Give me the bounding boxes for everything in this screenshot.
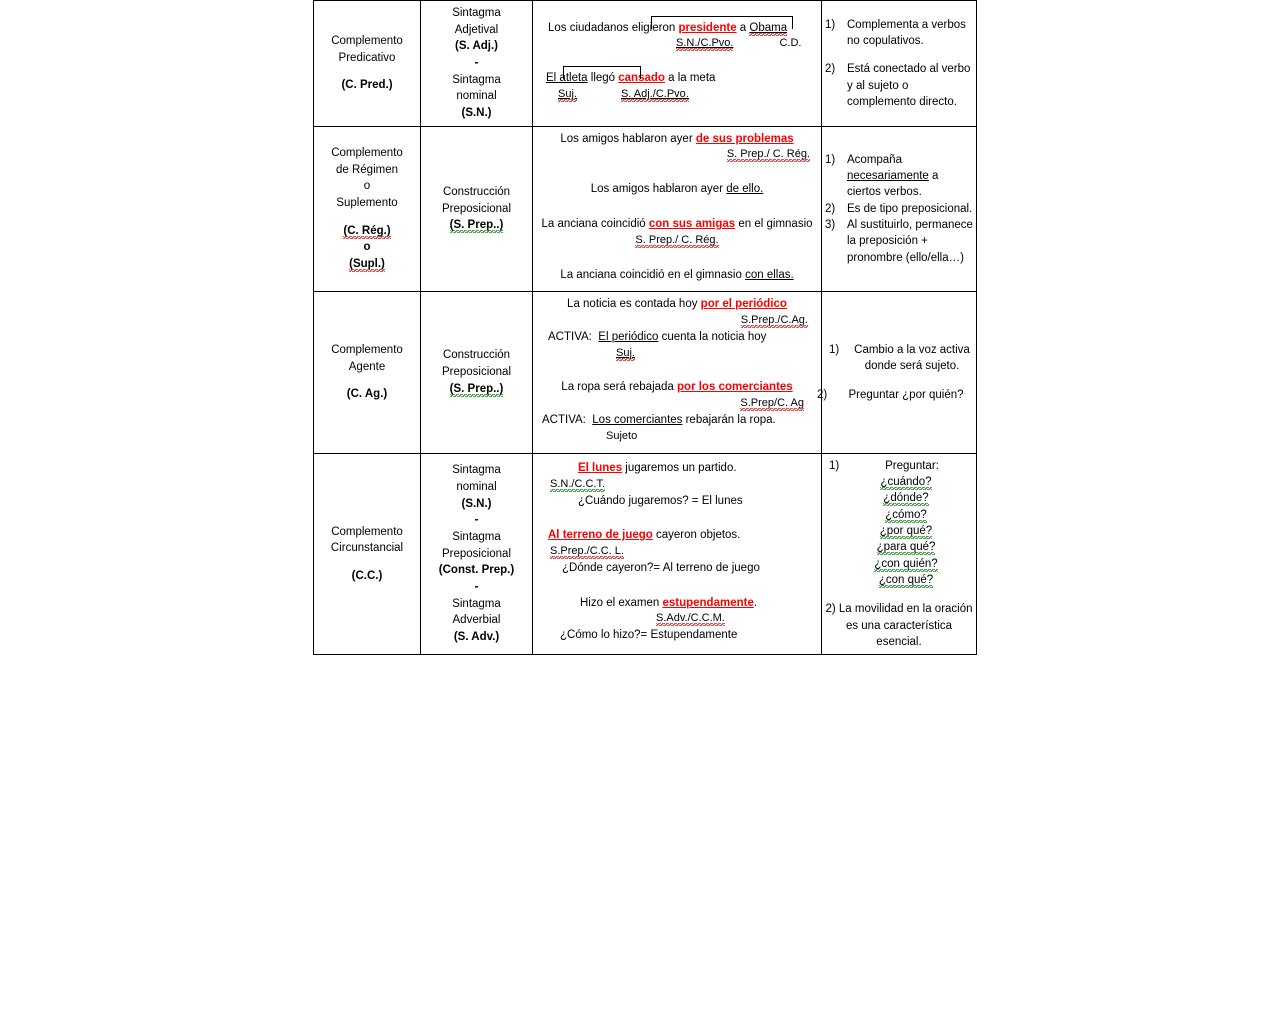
term-name-line1: Complemento [331, 343, 403, 356]
spacer [536, 513, 818, 527]
example-question: ¿Cómo lo hizo?= Estupendamente [560, 629, 738, 642]
note-item: Al sustituirlo, permanece la preposición + pronombre (ello/ella…) [847, 219, 973, 264]
term-name-line1: Complemento [331, 34, 403, 47]
example-labels [536, 147, 818, 163]
example-2 [536, 379, 818, 444]
spacer [536, 581, 818, 595]
example-sentence: Los amigos hablaron ayer de ello. [590, 183, 764, 196]
example-question: ¿Cuándo jugaremos? = El lunes [578, 494, 743, 507]
category-cell-predicativo [421, 1, 533, 127]
example-sentence: El atleta llegó cansado a la meta [536, 70, 818, 87]
function-label: S.Adv./C.C.M. [656, 612, 725, 625]
term-cell-regimen [314, 126, 421, 292]
example-active-voice: ACTIVA: El periódico cuenta la noticia hoy [548, 330, 767, 343]
question-word: ¿por qué? [879, 525, 933, 538]
highlight-word: Al terreno de juego [548, 529, 653, 542]
table-row [314, 1, 977, 127]
question-word: ¿cuándo? [880, 476, 932, 489]
category-line: Sintagma [452, 464, 501, 477]
example-3 [536, 595, 818, 644]
term-abbr: (C. Ag.) [346, 388, 388, 401]
category-line: Preposicional [441, 202, 512, 215]
table-row [314, 453, 977, 655]
example-1 [536, 131, 818, 164]
function-label: S.N./C.Pvo. [676, 37, 734, 50]
spacer [317, 375, 417, 386]
note-item: Está conectado al verbo y al sujeto o complemento directo. [847, 63, 971, 108]
example-2 [536, 527, 818, 576]
example-labels [536, 429, 818, 445]
category-abbr: (S. Prep..) [449, 219, 504, 232]
example-sentence: Al terreno de juego cayeron objetos. [548, 529, 741, 542]
function-label: S.Prep/C. Ag [740, 397, 804, 410]
term-name-line1: Complemento [331, 147, 403, 160]
example-3 [536, 216, 818, 249]
example-2 [536, 70, 818, 103]
category-line: Construcción [442, 185, 511, 198]
term-name-line4: Suplemento [336, 197, 398, 210]
function-label: S. Prep./ C. Rég. [726, 148, 810, 161]
notes-cell-regimen [822, 126, 977, 292]
term-abbr-separator: o [363, 241, 371, 254]
term-name-line3: o [363, 180, 371, 193]
example-sentence: El lunes jugaremos un partido. [578, 462, 737, 475]
term-abbr: (C. Pred.) [341, 79, 393, 92]
category-abbr: (S. Prep..) [449, 382, 504, 395]
note-item-2: 2) La movilidad en la oración es una característica esencial. [825, 603, 973, 648]
highlight-word: de sus problemas [695, 132, 794, 145]
function-label: Suj. [558, 88, 577, 101]
highlight-word: estupendamente [662, 596, 754, 609]
table-row [314, 292, 977, 453]
category-line: Sintagma [452, 7, 501, 19]
question-word: ¿cómo? [885, 508, 927, 521]
example-1 [536, 296, 818, 361]
examples-cell-predicativo [533, 1, 822, 127]
function-label: S.N./C.C.T. [550, 477, 606, 490]
highlight-word: El lunes [578, 462, 623, 475]
note-item: Complementa a verbos no copulativos. [847, 18, 966, 47]
example-sentence: La ropa será rebajada por los comerciantes [561, 381, 793, 394]
example-1 [536, 460, 818, 509]
underlined-subject: El periódico [598, 330, 659, 343]
underlined-word: de ello. [726, 183, 764, 196]
category-cell-regimen [421, 126, 533, 292]
example-sentence: Los amigos hablaron ayer de sus problemas [560, 132, 794, 145]
term-name-line2: Agente [348, 360, 386, 373]
notes-list [825, 342, 973, 403]
function-label: S. Prep./ C. Rég. [635, 233, 719, 246]
example-active-voice: ACTIVA: Los comerciantes rebajarán la ropa. [542, 414, 776, 427]
category-line: Sintagma [452, 597, 501, 610]
notes-list [825, 17, 973, 111]
category-separator: - [474, 581, 479, 594]
note-emphasis: necesariamente [847, 170, 929, 183]
example-sentence: Los ciudadanos eligieron presidente a Obama [536, 20, 818, 37]
category-abbr: (S. Adv.) [453, 631, 500, 644]
example-sentence: La noticia es contada hoy por el periódico [567, 298, 787, 311]
category-line: Adjetival [454, 23, 499, 36]
question-word: ¿con qué? [878, 574, 934, 586]
example-sentence: Hizo el examen estupendamente. [580, 596, 758, 609]
term-cell-predicativo [314, 1, 421, 127]
example-1 [536, 20, 818, 53]
category-cell-circunstancial [421, 453, 533, 655]
example-labels [536, 611, 818, 627]
notes-cell-circunstancial [822, 453, 977, 655]
example-labels [536, 544, 818, 560]
term-abbr-2: (Supl.) [349, 258, 385, 271]
term-abbr: (C. Rég.) [343, 224, 391, 237]
category-line: Adverbial [452, 614, 501, 627]
underlined-subject: Los comerciantes [592, 414, 683, 427]
note-item: Preguntar: [885, 459, 939, 472]
voice-label: ACTIVA: [548, 330, 592, 343]
category-abbr: (S.N.) [461, 497, 492, 510]
function-label: S.Prep./C.C. L. [550, 545, 624, 558]
spacer [536, 56, 818, 70]
note-item: Preguntar ¿por quién? [848, 388, 964, 401]
note-item: Cambio a la voz activa donde será sujeto. [854, 343, 970, 373]
table-row [314, 126, 977, 292]
underlined-word: con ellas. [745, 268, 794, 281]
highlight-word: cansado [618, 72, 665, 85]
example-sentence: La anciana coincidió en el gimnasio con ellas. [560, 268, 794, 281]
category-abbr: (Const. Prep.) [438, 564, 515, 577]
question-word: ¿con quién? [874, 557, 938, 570]
notes-cell-agente [822, 292, 977, 453]
question-word: ¿para qué? [876, 541, 936, 554]
term-abbr: (C.C.) [351, 569, 383, 582]
category-cell-agente [421, 292, 533, 453]
notes-cell-predicativo [822, 1, 977, 127]
function-label: C.D. [779, 37, 802, 50]
function-label: Sujeto [606, 429, 638, 442]
spacer [536, 167, 818, 181]
category-separator: - [474, 57, 479, 70]
category-abbr: (S. Adj.) [454, 40, 498, 53]
example-2 [536, 181, 818, 198]
function-label: S. Adj./C.Pvo. [620, 88, 689, 101]
examples-cell-agente [533, 292, 822, 453]
question-words-list [839, 474, 973, 588]
underlined-subject: El atleta [546, 72, 588, 85]
example-labels [536, 233, 818, 249]
examples-cell-circunstancial [533, 453, 822, 655]
term-cell-circunstancial [314, 453, 421, 655]
highlight-word: presidente [678, 21, 737, 34]
example-labels [536, 346, 818, 362]
highlight-word: con sus amigas [648, 217, 736, 230]
category-line: Construcción [442, 349, 511, 362]
example-4 [536, 267, 818, 284]
category-line: Preposicional [441, 366, 512, 379]
spacer [536, 253, 818, 267]
example-labels [536, 396, 818, 412]
example-sentence: La anciana coincidió con sus amigas en el gimnasio [541, 217, 813, 230]
term-cell-agente [314, 292, 421, 453]
highlight-word: por el periódico [700, 298, 787, 311]
grammar-reference-table [313, 0, 977, 655]
notes-list [825, 152, 973, 266]
spacer [317, 212, 417, 223]
voice-label: ACTIVA: [542, 414, 586, 427]
example-labels [536, 87, 818, 103]
examples-cell-regimen [533, 126, 822, 292]
note-item: Es de tipo preposicional. [847, 202, 973, 215]
example-labels [536, 36, 818, 52]
function-label: Suj. [616, 346, 635, 359]
function-label: S.Prep./C.Ag. [740, 313, 808, 326]
example-question: ¿Dónde cayeron?= Al terreno de juego [562, 561, 760, 574]
term-name-line2: Predicativo [338, 51, 396, 64]
spacer [536, 202, 818, 216]
category-abbr: (S.N.) [461, 107, 492, 120]
example-labels [536, 313, 818, 329]
category-line: Sintagma [452, 531, 501, 543]
notes-list [825, 458, 973, 474]
spacer [317, 557, 417, 568]
spacer [536, 365, 818, 379]
spacer [317, 66, 417, 77]
underlined-word: Obama [749, 21, 788, 34]
category-line: nominal [456, 90, 497, 103]
category-line: Preposicional [441, 547, 512, 560]
term-name-line2: Circunstancial [330, 542, 404, 555]
example-labels [536, 477, 818, 493]
note-item: Acompaña necesariamente a ciertos verbos. [847, 153, 939, 199]
highlight-word: por los comerciantes [677, 381, 793, 394]
category-line: Sintagma [452, 73, 501, 86]
term-name-line1: Complemento [331, 525, 403, 538]
category-separator: - [474, 514, 479, 527]
category-line: nominal [456, 480, 497, 493]
term-name-line2: de Régimen [335, 163, 398, 176]
question-word: ¿dónde? [883, 492, 929, 505]
